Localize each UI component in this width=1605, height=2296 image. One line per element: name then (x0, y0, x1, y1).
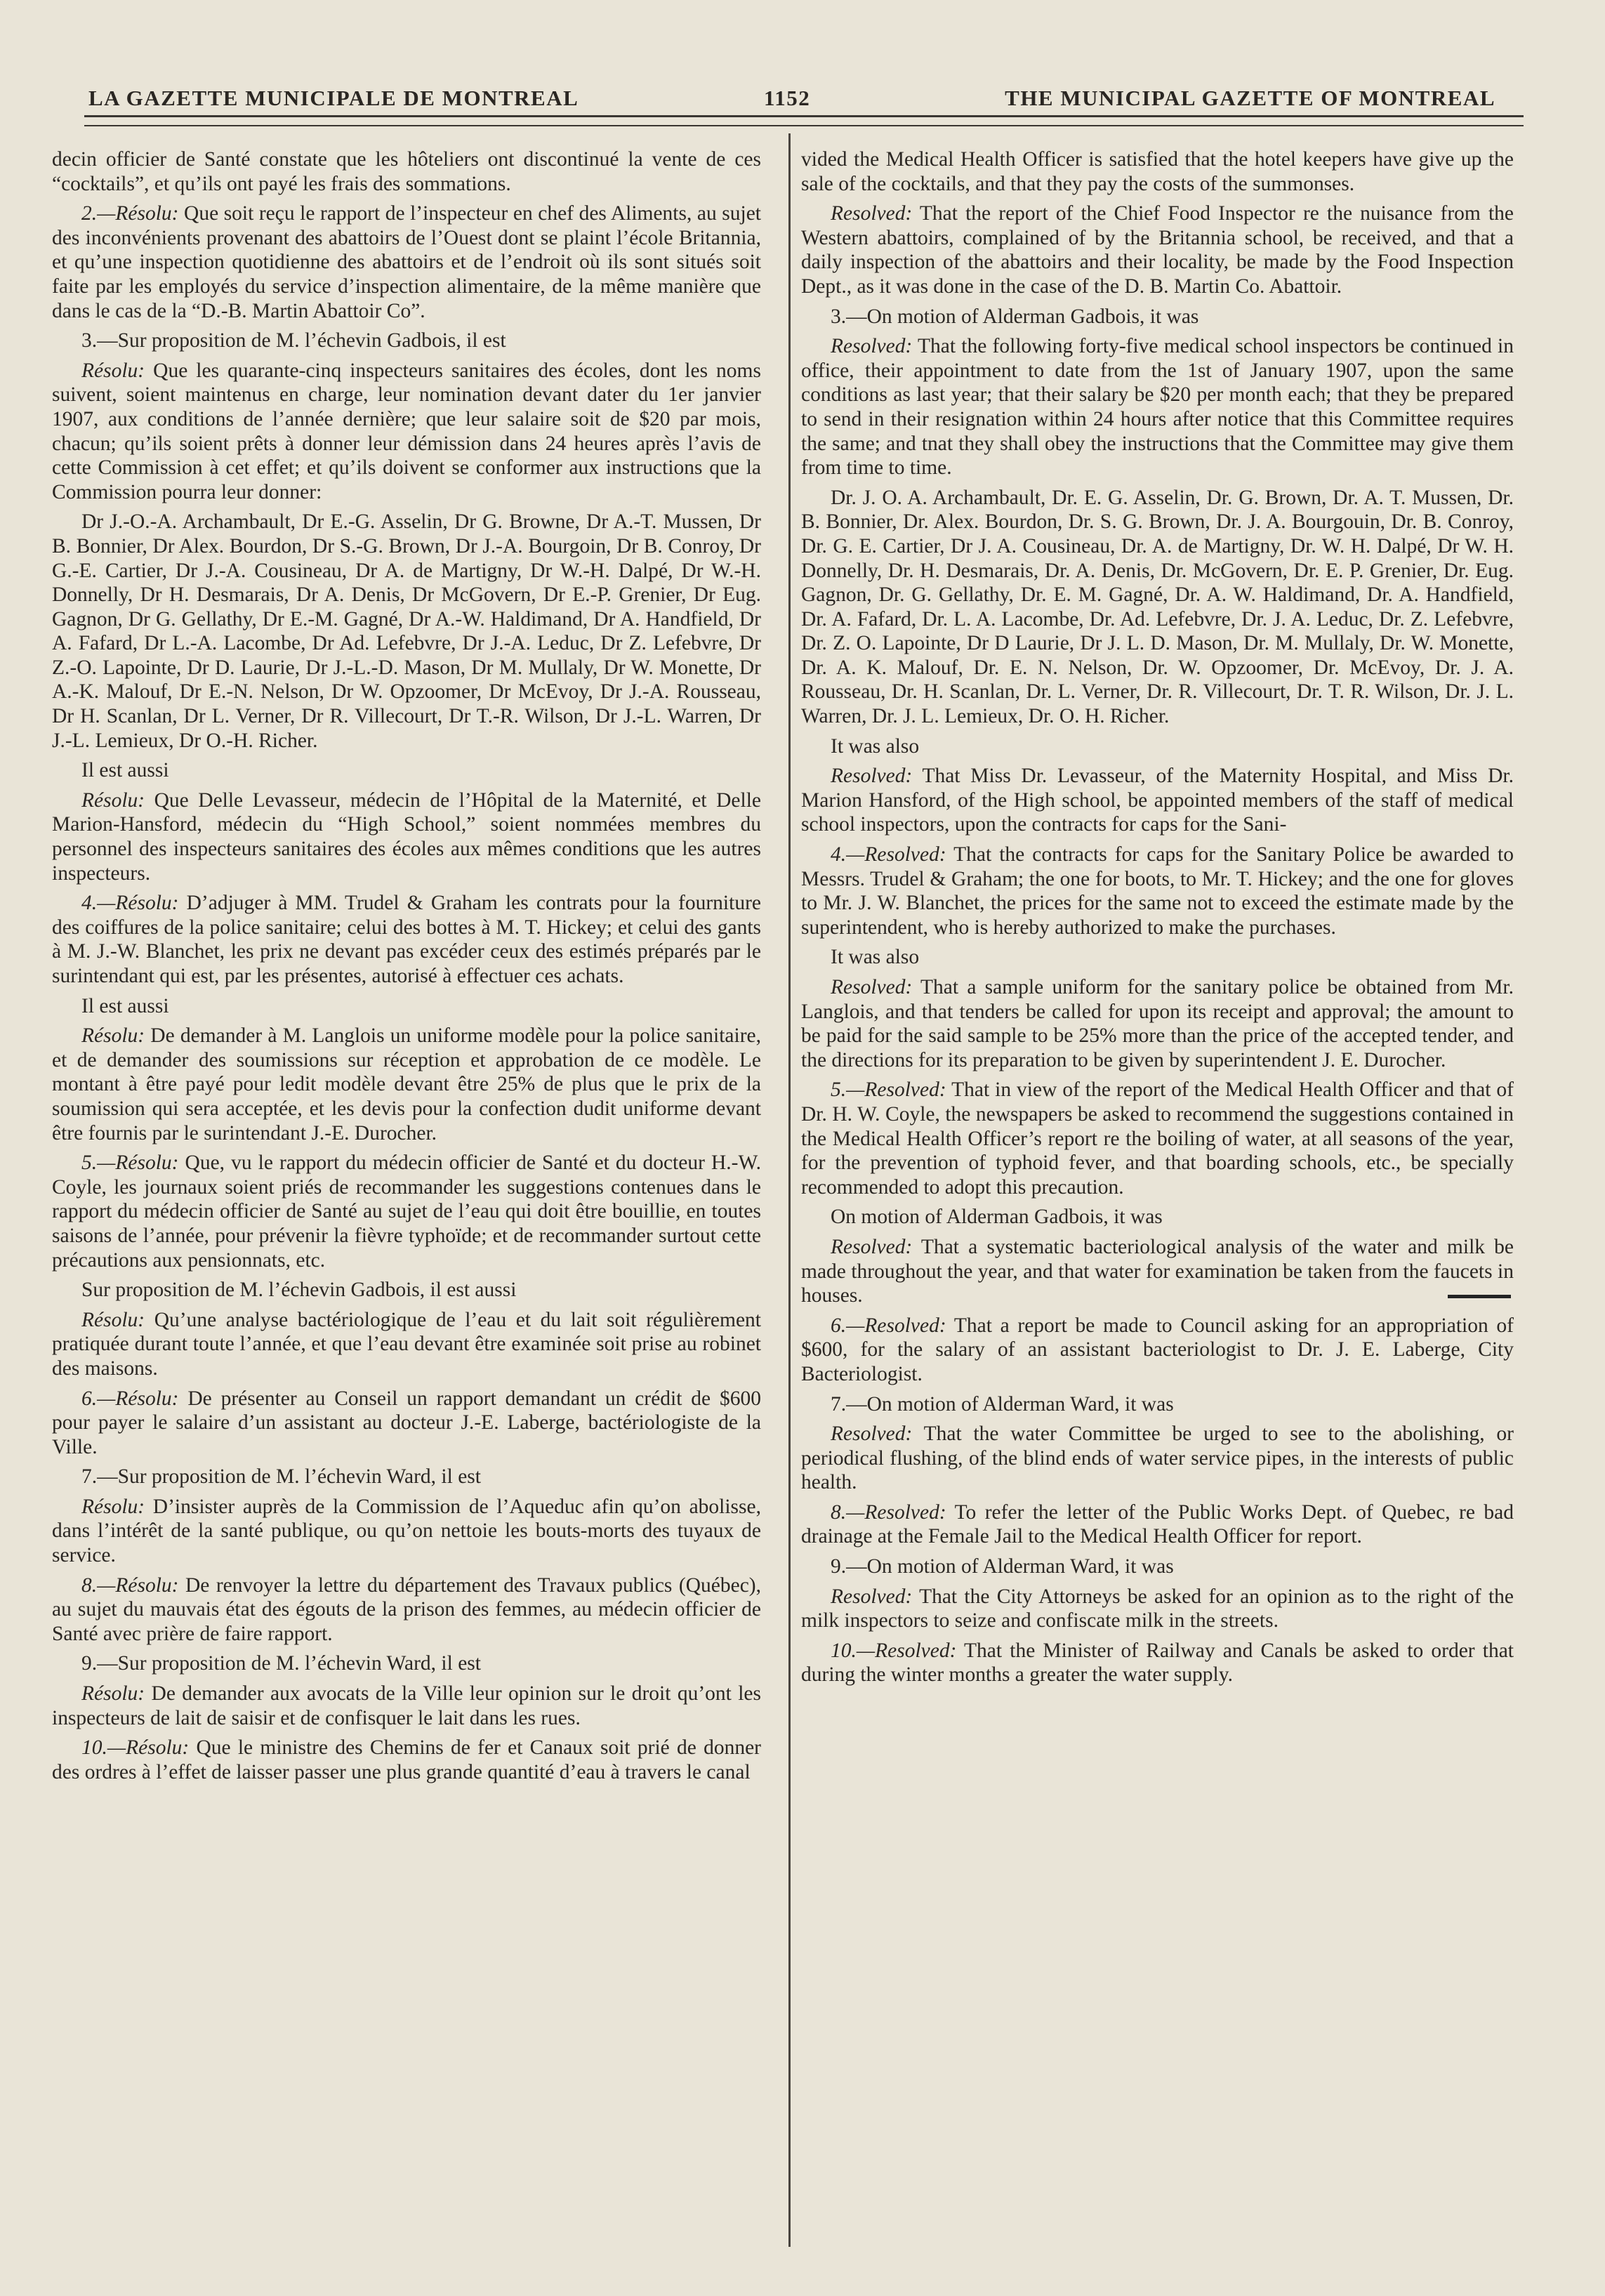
paragraph (801, 843, 1514, 939)
paragraph (801, 734, 1514, 759)
resolution-lead: 10.—Resolved: (831, 1639, 957, 1662)
paragraph-text: 3.—Sur proposition de M. l’échevin Gadbois, il est (81, 329, 506, 352)
resolution-lead: Résolu: (81, 1682, 145, 1705)
header-rule-thin (84, 125, 1524, 126)
resolution-lead: 8.—Résolu: (81, 1573, 179, 1597)
french-column (52, 147, 761, 1790)
header-french-title: LA GAZETTE MUNICIPALE DE MONTREAL (88, 86, 579, 110)
paragraph-text: De demander aux avocats de la Ville leur opinion sur le droit qu’ont les inspecteurs de lait de saisir et de confisquer le lait dans les rues. (52, 1682, 761, 1729)
paragraph (52, 329, 761, 353)
paragraph (52, 1278, 761, 1302)
paragraph-text: Que le ministre des Chemins de fer et Canaux soit prié de donner des ordres à l’effet de laisser passer une plus grande quantité d’eau à travers le canal (52, 1736, 761, 1783)
resolution-lead: Resolved: (831, 976, 913, 998)
paragraph-text: 9.—On motion of Alderman Ward, it was (831, 1555, 1174, 1578)
paragraph (801, 1235, 1514, 1308)
resolution-lead: Resolved: (831, 1585, 913, 1608)
paragraph-text: To refer the letter of the Public Works Dept. of Quebec, re bad drainage at the Female Jail to the Medical Health Officer for report. (801, 1500, 1514, 1548)
paragraph (801, 1422, 1514, 1495)
header-rule (84, 115, 1524, 117)
paragraph (801, 334, 1514, 480)
paragraph-text: That the following forty-five medical school inspectors be continued in office, their appointment to date from the 1st of January 1907, upon the same conditions as last year; that their salary be $20 per month each; that they be prepared to send in their resignation within 24 hours after notice that this Committee requires the same; and tnat they shall obey the instructions that the Committee may give them from time to time. (801, 335, 1514, 480)
paragraph-text: vided the Medical Health Officer is satisfied that the hotel keepers have give up the sale of the cocktails, and that they pay the costs of the summonses. (801, 148, 1514, 195)
paragraph-text: Dr J.-O.-A. Archambault, Dr E.-G. Asselin, Dr G. Browne, Dr A.-T. Mussen, Dr B. Bonnier, Dr Alex. Bourdon, Dr S.-G. Brown, Dr J.-A. Bourgoin, Dr B. Conroy, Dr G.-E. Cartier, Dr J.-A. Cousineau, Dr A. de Martigny, Dr W.-H. Dalpé, Dr W.-H. Donnelly, Dr H. Desmarais, Dr A. Denis, Dr McGovern, Dr E.-P. Grenier, Dr Eug. Gagnon, Dr G. Gellathy, Dr E.-M. Gagné, Dr A.-W. Haldimand, Dr A. Handfield, Dr A. Fafard, Dr L.-A. Lacombe, Dr Ad. Lefebvre, Dr J.-A. Leduc, Dr Z. Lefebvre, Dr Z.-O. Lapointe, Dr D. Laurie, Dr J.-L.-D. Mason, Dr M. Mullaly, Dr W. Monette, Dr A.-K. Malouf, Dr E.-N. Nelson, Dr W. Opzoomer, Dr McEvoy, Dr J.-A. Rousseau, Dr H. Scanlan, Dr L. Verner, Dr R. Villecourt, Dr T.-R. Wilson, Dr J.-L. Warren, Dr J.-L. Lemieux, Dr O.-H. Richer. (52, 510, 761, 752)
resolution-lead: 8.—Resolved: (831, 1500, 946, 1524)
paragraph-text: That the City Attorneys be asked for an opinion as to the right of the milk inspectors to seize and confiscate milk in the streets. (801, 1585, 1514, 1632)
paragraph-text: That the report of the Chief Food Inspector re the nuisance from the Western abattoirs, complained of by the Britannia school, be received, and that a daily inspection of the abattoirs and their locality, be made by the Food Inspection Dept., as it was done in the case of the D. B. Martin Co. Abattoir. (801, 202, 1514, 298)
paragraph (801, 1314, 1514, 1387)
paragraph (801, 1500, 1514, 1549)
resolution-lead: 6.—Résolu: (81, 1387, 179, 1410)
paragraph (801, 764, 1514, 837)
paragraph-text: De demander à M. Langlois un uniforme modèle pour la police sanitaire, et de demander des soumissions sur réception et approbation de ce modèle. Le montant à être payé pour ledit modèle devant être 25% de plus que le prix de la soumission qui sera acceptée, et les devis pour la confection dudit uniforme devant être fournis par le surintendant J.-E. Durocher. (52, 1024, 761, 1144)
paragraph-text: It was also (831, 946, 920, 969)
english-column (801, 147, 1514, 1693)
paragraph (52, 1573, 761, 1647)
paragraph-text: On motion of Alderman Gadbois, it was (831, 1206, 1163, 1229)
paragraph-text: That in view of the report of the Medical Health Officer and that of Dr. H. W. Coyle, the newspapers be asked to recommend the suggestions contained in the Medical Health Officer’s report re the boiling of water, at all seasons of the year, for the prevention of typhoid fever, and that boarding schools, etc., be specially recommended to adopt this precaution. (801, 1078, 1514, 1199)
resolution-lead: 4.—Résolu: (81, 892, 179, 915)
resolution-lead: 4.—Resolved: (831, 843, 946, 866)
paragraph (52, 1495, 761, 1568)
resolution-lead: 6.—Resolved: (831, 1314, 946, 1337)
resolution-lead: Résolu: (81, 359, 145, 382)
column-divider (788, 133, 791, 2247)
paragraph (52, 1651, 761, 1676)
paragraph-text: Dr. J. O. A. Archambault, Dr. E. G. Asselin, Dr. G. Brown, Dr. A. T. Mussen, Dr. B. Bonnier, Dr. Alex. Bourdon, Dr. S. G. Brown, Dr. J. A. Bourgouin, Dr. B. Conroy, Dr. G. E. Cartier, Dr J. A. Cousineau, Dr. A. de Martigny, Dr. W. H. Dalpé, Dr W. H. Donnelly, Dr. H. Desmarais, Dr. A. Denis, Dr. McGovern, Dr. E. P. Grenier, Dr. Eug. Gagnon, Dr. G. Gellathy, Dr. E. M. Gagné, Dr. A. W. Haldimand, Dr. A. Handfield, Dr. A. Fafard, Dr. L. A. Lacombe, Dr. Ad. Lefebvre, Dr. J. A. Leduc, Dr. Z. Lefebvre, Dr. Z. O. Lapointe, Dr D Laurie, Dr J. L. D. Mason, Dr. M. Mullaly, Dr. W. Monette, Dr. A. K. Malouf, Dr. E. N. Nelson, Dr. W. Opzoomer, Dr. McEvoy, Dr. J. A. Rousseau, Dr. H. Scanlan, Dr. L. Verner, Dr. R. Villecourt, Dr. T. R. Wilson, Dr. J. L. Warren, Dr. J. L. Lemieux, Dr. O. H. Richer. (801, 486, 1514, 728)
page-number: 1152 (764, 86, 811, 110)
resolution-lead: 2.—Résolu: (81, 202, 179, 225)
paragraph-text: D’insister auprès de la Commission de l’Aqueduc afin qu’on abolisse, dans l’intérêt de la santé publique, ou qu’on nettoie les bouts-morts des tuyaux de service. (52, 1495, 761, 1567)
paragraph (52, 891, 761, 988)
paragraph-text: Que les quarante-cinq inspecteurs sanitaires des écoles, dont les noms suivent, soient maintenus en charge, leur nomination devant dater du 1er janvier 1907, aux conditions de l’année dernière; que leur salaire soit de $20 par mois, chacun; qu’ils soient prêts à donner leur démission dans 24 heures après l’avis de cette Commission à cet effet; et qu’ils doivent se conformer aux instructions que la Commission pourra leur donner: (52, 359, 761, 503)
paragraph (801, 1078, 1514, 1199)
paragraph-text: Il est aussi (81, 759, 169, 782)
resolution-lead: Résolu: (81, 1308, 145, 1331)
paragraph-text: Il est aussi (81, 994, 169, 1017)
header-english-title: THE MUNICIPAL GAZETTE OF MONTREAL (1005, 86, 1495, 110)
paragraph (52, 510, 761, 753)
paragraph (801, 202, 1514, 298)
resolution-lead: Résolu: (81, 1024, 145, 1048)
resolution-lead: Resolved: (831, 202, 913, 225)
paragraph (52, 1024, 761, 1145)
paragraph (52, 1387, 761, 1460)
paragraph (52, 202, 761, 323)
paragraph (52, 147, 761, 196)
paragraph-text: Que Delle Levasseur, médecin de l’Hôpital de la Maternité, et Delle Marion-Hansford, médecin du “High School,” soient nommées membres du personnel des inspecteurs sanitaires des écoles aux mêmes conditions que les autres inspecteurs. (52, 789, 761, 885)
resolution-lead: Resolved: (831, 1423, 913, 1446)
paragraph (52, 1308, 761, 1381)
paragraph-text: That a systematic bacteriological analysis of the water and milk be made throughout the year, and that water for examination be taken from the faucets in houses. (801, 1235, 1514, 1307)
paragraph-text: That Miss Dr. Levasseur, of the Maternity Hospital, and Miss Dr. Marion Hansford, of the High school, be appointed members of the staff of medical school inspectors, upon the contracts for caps for the Sani- (801, 765, 1514, 836)
paragraph (801, 1392, 1514, 1417)
paragraph (52, 1682, 761, 1730)
paragraph (52, 758, 761, 783)
paragraph (52, 359, 761, 505)
paragraph-text: Sur proposition de M. l’échevin Gadbois, il est aussi (81, 1279, 517, 1302)
resolution-lead: Resolved: (831, 335, 913, 358)
paragraph-text: It was also (831, 734, 920, 758)
paragraph-text: decin officier de Santé constate que les hôteliers ont discontinué la vente de ces “cocktails”, et qu’ils ont payé les frais des sommations. (52, 148, 761, 195)
paragraph-text: Que, vu le rapport du médecin officier de Santé et du docteur H.-W. Coyle, les journaux soient priés de recommander les suggestions contenues dans le rapport du médecin officier de Santé au sujet de l’eau qui doit être bouillie, en toutes saisons de l’année, pour prévenir la fièvre typhoïde; et de recommander surtout cette précautions aux pensionnats, etc. (52, 1152, 761, 1272)
resolution-lead: Resolved: (831, 1235, 913, 1258)
paragraph (52, 1151, 761, 1272)
paragraph (52, 1736, 761, 1784)
resolution-lead: Résolu: (81, 1495, 145, 1518)
resolution-lead: Résolu: (81, 789, 145, 812)
paragraph-text: De renvoyer la lettre du département des Travaux publics (Québec), au sujet du mauvais état des égouts de la prison des femmes, au médecin officier de Santé avec prière de faire rapport. (52, 1573, 761, 1645)
resolution-lead: 5.—Résolu: (81, 1152, 179, 1175)
paragraph (801, 305, 1514, 329)
paragraph-text: De présenter au Conseil un rapport demandant un crédit de $600 pour payer le salaire d’un assistant au docteur J.-E. Laberge, bactériologiste de la Ville. (52, 1387, 761, 1458)
paragraph (52, 994, 761, 1019)
paragraph (801, 975, 1514, 1072)
paragraph-text: That the contracts for caps for the Sanitary Police be awarded to Messrs. Trudel & Graham; the one for boots, to Mr. T. Hickey; and the one for gloves to Mr. J. W. Blanchet, the prices for the same not to exceed the estimate made by the superintendent, who is hereby authorized to make the purchases. (801, 843, 1514, 939)
paragraph-text: D’adjuger à MM. Trudel & Graham les contrats pour la fourniture des coiffures de la police sanitaire; celui des bottes à M. T. Hickey; et celui des gants à M. J.-W. Blanchet, les prix ne devant pas excéder ceux des estimés préparés par le surintendant qui est, par les présentes, autorisé à effectuer ces achats. (52, 892, 761, 987)
paragraph-text: Que soit reçu le rapport de l’inspecteur en chef des Aliments, au sujet des inconvénients provenant des abattoirs de l’Ouest dont se plaint l’école Britannia, et qu’une inspection quotidienne des abattoirs et de l’endroit où ils sont situés soit faite par les employés du service d’inspection alimentaire, de la même manière que dans le cas de la “D.-B. Martin Abattoir Co”. (52, 202, 761, 322)
paragraph-text: That a sample uniform for the sanitary police be obtained from Mr. Langlois, and that tenders be called for upon its receipt and approval; the amount to be paid for the said sample to be 25% more than the price of the accepted tender, and the directions for its preparation to be given by superintendent J. E. Durocher. (801, 976, 1514, 1071)
paragraph (801, 1555, 1514, 1579)
page-header (84, 83, 1495, 119)
paragraph-text: 3.—On motion of Alderman Gadbois, it was (831, 305, 1199, 328)
paragraph (52, 789, 761, 885)
paragraph (52, 1465, 761, 1489)
paragraph-text: 9.—Sur proposition de M. l’échevin Ward, il est (81, 1652, 481, 1675)
paragraph (801, 1585, 1514, 1633)
resolution-lead: 5.—Resolved: (831, 1078, 946, 1102)
resolution-lead: 10.—Résolu: (81, 1736, 190, 1760)
paragraph (801, 147, 1514, 196)
paragraph-text: That a report be made to Council asking for an appropriation of $600, for the salary of an assistant bacteriologist to Dr. J. E. Laberge, City Bacteriologist. (801, 1314, 1514, 1385)
paragraph-text: That the water Committee be urged to see to the abolishing, or periodical flushing, of the blind ends of water service pipes, in the interests of public health. (801, 1423, 1514, 1494)
paragraph-text: 7.—On motion of Alderman Ward, it was (831, 1392, 1174, 1416)
paragraph-text: Qu’une analyse bactériologique de l’eau et du lait soit régulièrement pratiquée durant toute l’année, et que l’eau devant être examinée soit prise au robinet des maisons. (52, 1308, 761, 1380)
paragraph (801, 486, 1514, 729)
paragraph (801, 1639, 1514, 1687)
paragraph-text: That the Minister of Railway and Canals be asked to order that during the winter months a greater the water supply. (801, 1639, 1514, 1687)
resolution-lead: Resolved: (831, 765, 913, 788)
paragraph (801, 1205, 1514, 1229)
paragraph (801, 945, 1514, 970)
paragraph-text: 7.—Sur proposition de M. l’échevin Ward, il est (81, 1465, 481, 1489)
